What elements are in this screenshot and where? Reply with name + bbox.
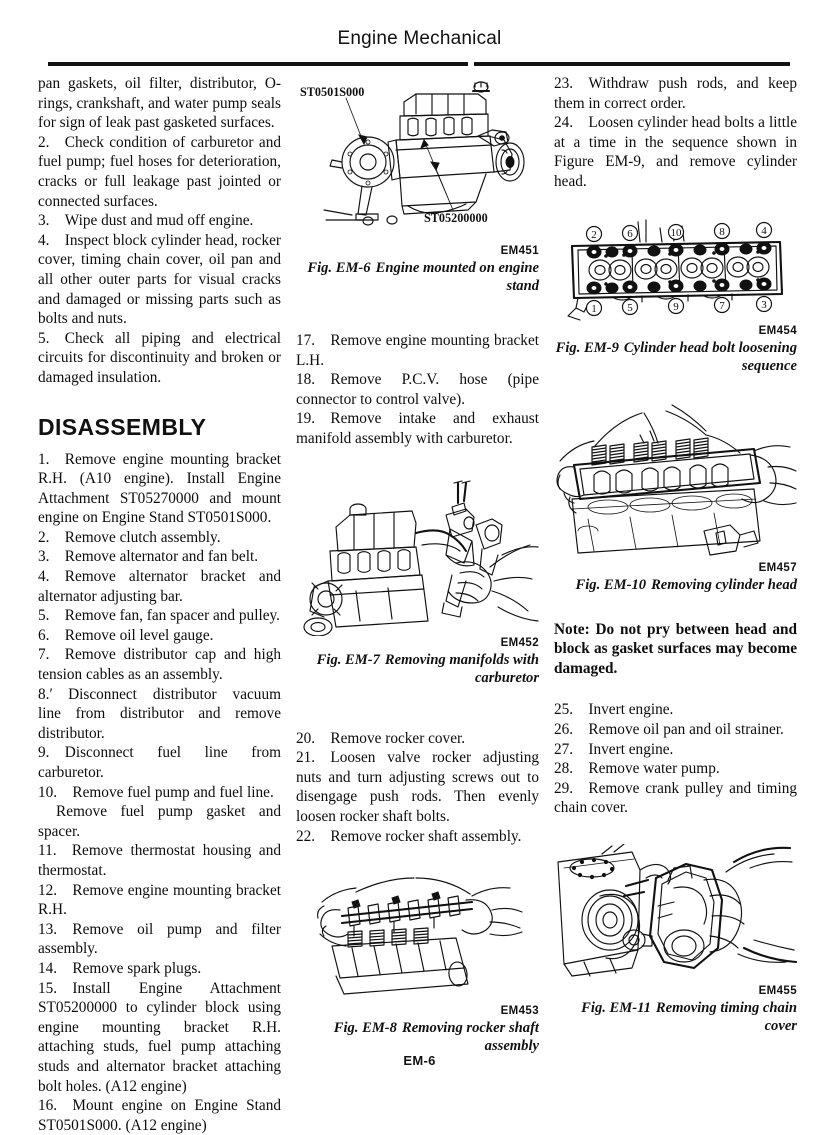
bolt-number: 10 (670, 226, 682, 239)
figure-em-9-caption (554, 339, 797, 375)
figure-em-10-label: Fig. EM-10 (575, 576, 647, 593)
list-item: 6. Remove oil level gauge. (38, 626, 214, 644)
page-columns (0, 74, 839, 1134)
header-rule (48, 62, 790, 66)
list-item: 11. Remove thermostat housing and thermostat. (38, 842, 281, 879)
list-item: 5. Remove fan, fan spacer and pulley. (38, 607, 280, 625)
bolt-number: 8 (719, 225, 725, 238)
list-item: 14. Remove spark plugs. (38, 959, 202, 977)
bolt-number: 5 (627, 301, 633, 314)
figure-em-10-caption (554, 576, 797, 594)
figure-em-8-caption-text: Removing rocker shaft assembly (401, 1020, 539, 1055)
list-item: 21. Loosen valve rocker adjusting nuts and turn adjusting screws out to disengage push rods. Then evenly loosen rocker shaft bolts. (296, 749, 539, 825)
list-item: 16. Mount engine on Engine Stand ST0501S000. (A12 engine) (38, 1097, 281, 1134)
list-item: 2. Check condition of carburetor and fuel pump; fuel hoses for deterioration, cracks or full leakage past jointed or connected surfaces. (38, 133, 281, 210)
page-title: Engine Mechanical (337, 28, 502, 49)
figure-em-9-label: Fig. EM-9 (555, 339, 619, 356)
list-item: 5. Check all piping and electrical circuits for discontinuity and broken or damaged insulation. (38, 329, 281, 386)
list-item: 10. Remove fuel pump and fuel line. (38, 783, 274, 801)
figure-em-9-caption-text: Cylinder head bolt loosening sequence (623, 339, 797, 374)
figure-em-6-caption-text: Engine mounted on engine stand (375, 260, 539, 294)
list-item: 22. Remove rocker shaft assembly. (296, 827, 522, 845)
list-item: 15. Install Engine Attachment ST05200000 to cylinder block using engine mounting bracket R.H. attaching studs, fuel pump attaching studs and alternator bracket attaching bolt holes. (A12 engine) (38, 979, 281, 1095)
figure-em-9-code: EM454 (758, 324, 797, 337)
list-item: 25. Invert engine. (554, 701, 674, 719)
list-item: 23. Withdraw push rods, and keep them in correct order. (554, 75, 797, 112)
list-item: 12. Remove engine mounting bracket R.H. (38, 881, 281, 919)
figure-em-8-illustration (296, 876, 539, 1004)
paragraph-continued: pan gaskets, oil filter, distributor, O-rings, crankshaft, and water pump seals for sign of leak past gasketed surfaces. (38, 75, 281, 132)
figure-em-6-illustration (296, 74, 539, 244)
list-item: 1. Remove engine mounting bracket R.H. (A10 engine). Install Engine Attachment ST05270000 and mount engine on Engine Stand ST0501S000. (38, 450, 281, 527)
figure-em-10 (554, 391, 797, 594)
figure-em-10-illustration (554, 391, 797, 561)
list-item: 29. Remove crank pulley and timing chain cover. (554, 779, 797, 817)
figure-em-7-code: EM452 (500, 636, 539, 649)
figure-em-6-label: Fig. EM-6 (307, 260, 371, 276)
list-item: 4. Remove alternator bracket and alternator adjusting bar. (38, 568, 281, 605)
page-number: EM-6 (403, 1053, 436, 1068)
bolt-number: 7 (719, 299, 725, 312)
figure-em-10-caption-text: Removing cylinder head (651, 576, 797, 593)
figure-em-6-code: EM451 (500, 245, 539, 257)
column-left (38, 74, 281, 1135)
bolt-number: 2 (591, 228, 597, 241)
list-item: 18. Remove P.C.V. hose (pipe connector to control valve). (296, 371, 539, 408)
figure-em-6-caption (296, 259, 539, 295)
column-middle (296, 74, 539, 1055)
note-block: Note: Do not pry between head and block as gasket surfaces may become damaged. (554, 620, 797, 677)
figure-em-11-caption-text: Removing timing chain cover (655, 999, 797, 1034)
list-item: 3. Wipe dust and mud off engine. (38, 212, 254, 230)
list-item: 7. Remove distributor cap and high tension cables as an assembly. (38, 646, 281, 684)
column-right (554, 74, 797, 1035)
figure-em-11-illustration (554, 844, 797, 984)
list-item: 3. Remove alternator and fan belt. (38, 548, 259, 566)
list-item-sub: Remove fuel pump gasket and spacer. (38, 803, 281, 840)
bolt-number: 3 (761, 298, 767, 311)
figure-em-11-code: EM455 (758, 984, 797, 997)
figure-em-6-callout-right: ST05200000 (424, 211, 488, 225)
bolt-number: 6 (627, 227, 633, 240)
figure-em-10-code: EM457 (758, 561, 797, 574)
figure-em-6 (296, 74, 539, 295)
list-item: 24. Loosen cylinder head bolts a little at a time in the sequence shown in Figure EM-9, and remove cylinder head. (554, 114, 797, 190)
figure-em-7-caption (296, 651, 539, 687)
list-item: 17. Remove engine mounting bracket L.H. (296, 332, 539, 369)
figure-em-8-caption (296, 1019, 539, 1055)
figure-em-11 (554, 844, 797, 1035)
list-item: 2. Remove clutch assembly. (38, 528, 221, 546)
figure-em-11-label: Fig. EM-11 (581, 999, 651, 1016)
figure-em-9 (554, 216, 797, 375)
list-item: 8.′ Disconnect distributor vacuum line from distributor and remove distributor. (38, 685, 281, 742)
figure-em-7-caption-text: Removing manifolds with carburetor (384, 651, 539, 686)
list-item: 9. Disconnect fuel line from carburetor. (38, 744, 281, 781)
figure-em-6-callout-left: ST0501S000 (300, 85, 365, 99)
list-item: 27. Invert engine. (554, 740, 674, 758)
bolt-number: 4 (761, 224, 767, 237)
page-footer (0, 1052, 839, 1070)
figure-em-7-label: Fig. EM-7 (316, 651, 380, 668)
figure-em-7-illustration (296, 471, 539, 636)
figure-em-9-illustration (554, 216, 797, 324)
figure-em-7 (296, 471, 539, 687)
bolt-number: 9 (673, 300, 679, 313)
list-item: 20. Remove rocker cover. (296, 729, 466, 747)
list-item: 28. Remove water pump. (554, 760, 720, 778)
section-heading-disassembly: DISASSEMBLY (38, 413, 207, 440)
list-item: 26. Remove oil pan and oil strainer. (554, 720, 784, 738)
figure-em-8-code: EM453 (500, 1005, 539, 1018)
figure-em-8-label: Fig. EM-8 (333, 1020, 397, 1037)
page-header (0, 28, 839, 50)
list-item: 19. Remove intake and exhaust manifold assembly with carburetor. (296, 410, 539, 447)
list-item: 4. Inspect block cylinder head, rocker cover, timing chain cover, oil pan and all other outer parts for visual cracks and damaged or missing parts such as bolts and nuts. (38, 231, 281, 328)
list-item: 13. Remove oil pump and filter assembly. (38, 920, 281, 958)
figure-em-11-caption (554, 999, 797, 1035)
figure-em-8 (296, 876, 539, 1055)
bolt-number: 1 (591, 302, 597, 315)
